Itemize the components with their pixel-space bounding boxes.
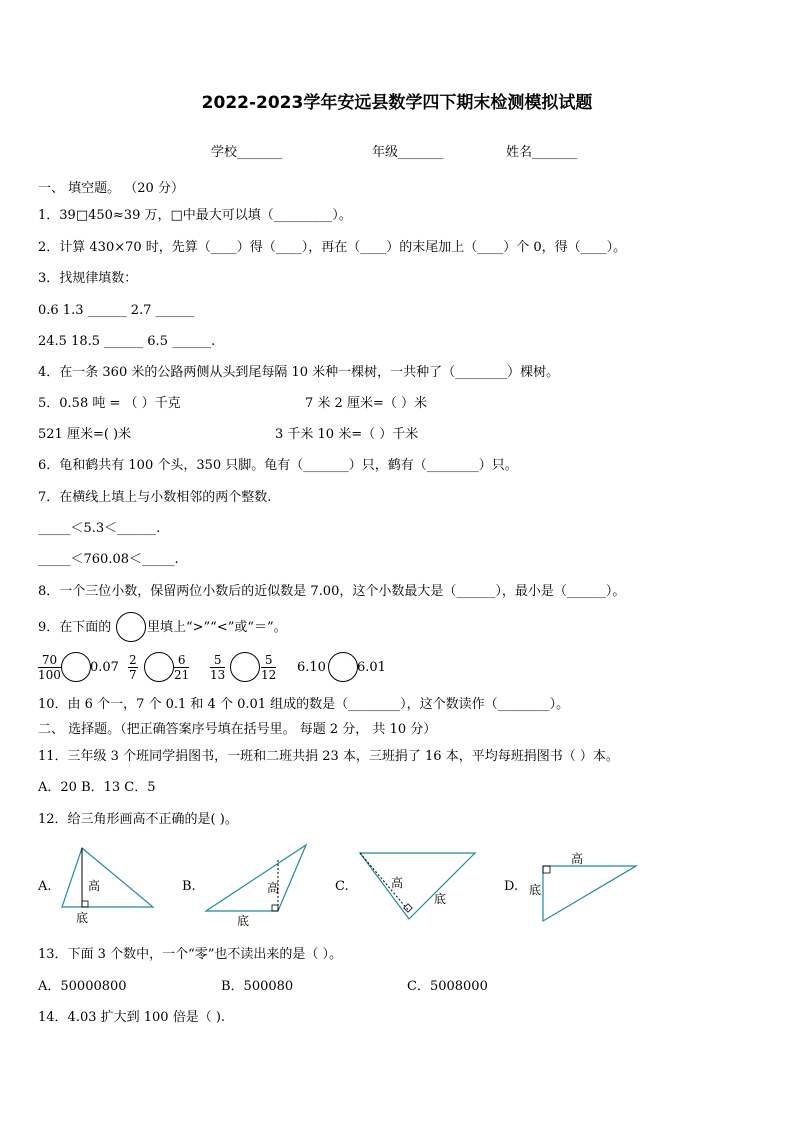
triangle-d-figure	[535, 857, 645, 927]
fraction-70-100	[38, 653, 61, 682]
numerator: 2	[129, 653, 137, 667]
question-6: 6．龟和鹤共有 100 个头，350 只脚。龟有（_______）只，鹤有（________）只。	[38, 458, 518, 473]
fraction-5-13	[210, 653, 225, 682]
label-base: 底	[529, 883, 542, 897]
denominator: 21	[174, 668, 190, 682]
question-5b: 7 米 2 厘米=（ ）米	[305, 396, 427, 411]
label-base: 底	[237, 914, 250, 928]
question-13-option-a: A．50000800	[38, 979, 127, 994]
question-5d: 3 千米 10 米=（ ）千米	[275, 427, 419, 442]
question-13-option-c: C．5008000	[407, 979, 488, 994]
numerator: 5	[261, 653, 276, 668]
triangle-b-figure	[200, 840, 315, 920]
compare-circle[interactable]	[328, 652, 358, 682]
name-field: 姓名_______	[506, 145, 578, 160]
question-3-row-2: 24.5 18.5 ______ 6.5 ______.	[38, 334, 216, 349]
school-field: 学校_______	[211, 145, 283, 160]
question-13-option-b: B．500080	[221, 979, 294, 994]
label-base: 底	[434, 892, 447, 906]
question-7-row-1: _____＜5.3＜______.	[38, 521, 161, 536]
section-1-heading: 一、 填空题。 （20 分）	[38, 181, 184, 196]
denominator: 100	[38, 668, 61, 682]
label-height: 高	[267, 881, 280, 895]
fraction-5-12	[261, 653, 276, 682]
triangle-c-figure	[355, 848, 480, 923]
numerator: 5	[210, 653, 225, 668]
value-0.07: 0.07	[90, 660, 119, 675]
question-3-row-1: 0.6 1.3 ______ 2.7 ______	[38, 303, 195, 318]
denominator: 13	[210, 668, 226, 682]
compare-circle[interactable]	[116, 612, 146, 642]
section-2-heading: 二、 选择题。（把正确答案序号填在括号里。 每题 2 分， 共 10 分）	[38, 722, 437, 737]
value-6.01: 6.01	[357, 660, 386, 675]
option-a-label: A.	[38, 879, 52, 894]
question-5a: 5．0.58 吨 = （ ）千克	[38, 396, 181, 411]
option-b-label: B.	[182, 879, 196, 894]
compare-circle[interactable]	[230, 652, 260, 682]
label-height: 高	[391, 876, 404, 890]
question-7: 7．在横线上填上与小数相邻的两个整数.	[38, 490, 272, 505]
option-d-label: D.	[504, 879, 519, 894]
numerator: 6	[174, 653, 189, 668]
question-13: 13．下面 3 个数中，一个“零”也不读出来的是（ ）。	[38, 947, 343, 962]
compare-circle[interactable]	[61, 652, 91, 682]
page-title: 2022-2023学年安远县数学四下期末检测模拟试题	[201, 93, 593, 113]
question-1: 1．39□450≈39 万，□中最大可以填（_________）。	[38, 208, 352, 223]
label-height: 高	[88, 879, 101, 893]
question-14: 14．4.03 扩大到 100 倍是（ ).	[38, 1010, 226, 1025]
question-8: 8．一个三位小数，保留两位小数后的近似数是 7.00，这个小数最大是（______），最小是（______）。	[38, 584, 626, 599]
fraction-6-21	[174, 653, 189, 682]
question-9-suffix: 里填上“>”“<”或“＝”。	[147, 620, 287, 635]
denominator: 12	[261, 668, 277, 682]
option-c-label: C.	[335, 879, 349, 894]
question-7-row-2: _____＜760.08＜_____.	[38, 552, 179, 567]
question-12: 12．给三角形画高不正确的是( )。	[38, 812, 238, 827]
question-5c: 521 厘米=( )米	[38, 427, 132, 442]
triangle-a-figure	[55, 840, 165, 930]
compare-circle[interactable]	[144, 652, 174, 682]
label-base: 底	[76, 911, 89, 925]
denominator: 7	[129, 668, 137, 682]
question-10: 10．由 6 个一，7 个 0.1 和 4 个 0.01 组成的数是（________），这个数读作（________）。	[38, 697, 570, 712]
question-4: 4．在一条 360 米的公路两侧从头到尾每隔 10 米种一棵树，一共种了（________）棵树。	[38, 365, 560, 380]
label-height: 高	[571, 852, 584, 866]
grade-field: 年级_______	[372, 145, 444, 160]
numerator: 70	[38, 653, 61, 668]
value-6.10: 6.10	[297, 660, 326, 675]
question-11: 11．三年级 3 个班同学捐图书，一班和二班共捐 23 本，三班捐了 16 本，平均每班捐图书（ ）本。	[38, 749, 619, 764]
question-2: 2．计算 430×70 时，先算（____）得（____），再在（____）的末尾加上（____）个 0，得（____）。	[38, 240, 627, 255]
question-11-options: A．20 B．13 C．5	[38, 780, 156, 795]
fraction-2-7	[128, 653, 138, 682]
question-3: 3．找规律填数：	[38, 271, 138, 286]
question-9-prefix: 9．在下面的	[38, 620, 112, 635]
